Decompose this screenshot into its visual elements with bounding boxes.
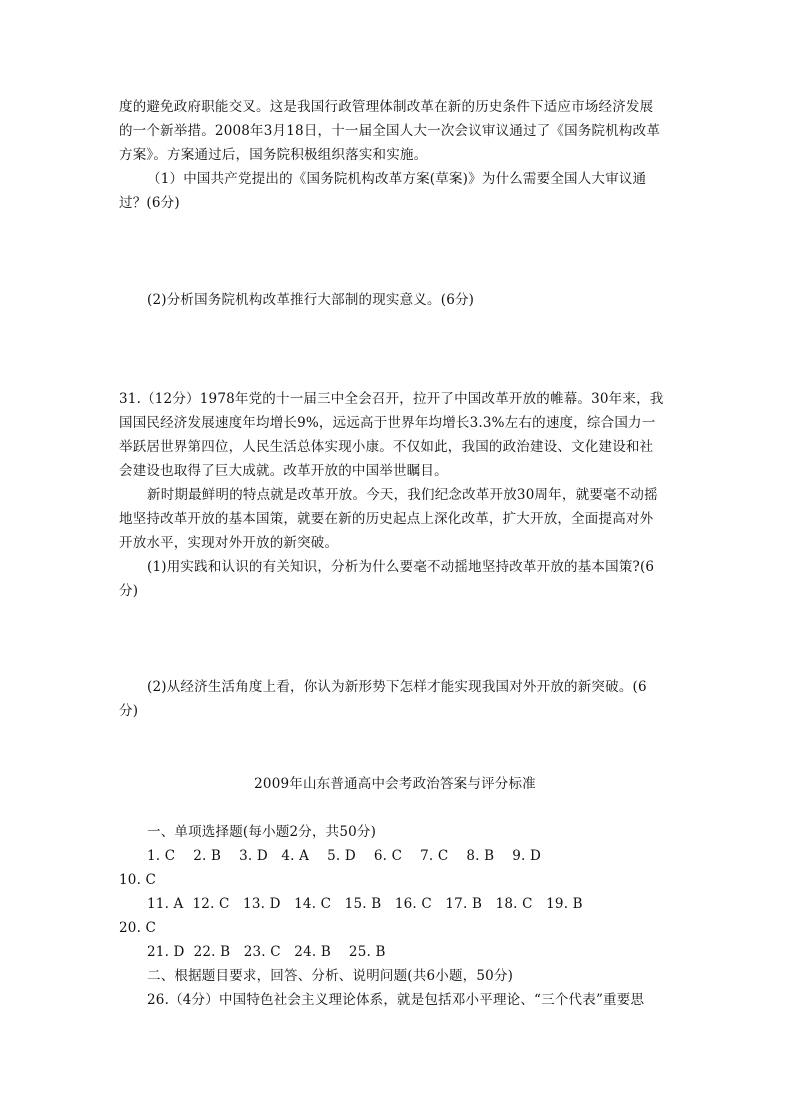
question-31-material-line-6: 地坚持改革开放的基本国策，就要在新的历史起点上深化改革，扩大开放，全面提高对外 (119, 511, 654, 527)
question-30-1-line-2: 过？(6分) (119, 195, 180, 211)
question-31-2-line-2: 分) (119, 703, 139, 719)
answers-row-1: 1. C 2. B 3. D 4. A 5. D 6. C 7. C 8. B 9. D (147, 848, 542, 864)
section-2-heading: 二、根据题目要求，回答、分析、说明问题(共6小题，50分) (147, 968, 514, 984)
answers-row-2-wrap: 20. C (119, 920, 157, 936)
question-30-1-line-1: （1）中国共产党提出的《国务院机构改革方案(草案)》为什么需要全国人大审议通 (147, 171, 647, 187)
question-26-line-1: 26.（4分）中国特色社会主义理论体系，就是包括邓小平理论、“三个代表”重要思 (147, 992, 645, 1008)
passage-intro-line-2: 的一个新举措。2008年3月18日，十一届全国人大一次会议审议通过了《国务院机构改革 (119, 123, 661, 139)
question-31-material-line-2: 国国民经济发展速度年均增长9%，远远高于世界年均增长3.3%左右的速度，综合国力一 (119, 415, 656, 431)
question-31-material-line-3: 举跃居世界第四位，人民生活总体实现小康。不仅如此，我国的政治建设、文化建设和社 (119, 439, 654, 455)
question-31-1-line-1: (1)用实践和认识的有关知识，分析为什么要毫不动摇地坚持改革开放的基本国策?(6 (147, 559, 655, 575)
question-31-2-line-1: (2)从经济生活角度上看，你认为新形势下怎样才能实现我国对外开放的新突破。(6 (147, 679, 647, 695)
answers-row-1-wrap: 10. C (119, 872, 157, 888)
question-31-material-line-4: 会建设也取得了巨大成就。改革开放的中国举世瞩目。 (119, 463, 448, 479)
passage-intro-line-1: 度的避免政府职能交叉。这是我国行政管理体制改革在新的历史条件下适应市场经济发展 (119, 99, 654, 115)
section-1-heading: 一、单项选择题(每小题2分，共50分) (147, 824, 377, 840)
question-31-material-line-7: 开放水平，实现对外开放的新突破。 (119, 535, 339, 551)
answers-row-3: 21. D 22. B 23. C 24. B 25. B (147, 944, 386, 960)
question-31-material-line-5: 新时期最鲜明的特点就是改革开放。今天，我们纪念改革开放30周年，就要毫不动摇 (147, 487, 658, 503)
answers-row-2: 11. A 12. C 13. D 14. C 15. B 16. C 17. B 18. C 19. B (147, 896, 583, 912)
answer-key-title: 2009年山东普通高中会考政治答案与评分标准 (254, 776, 536, 792)
question-31-material-line-1: 31.（12分）1978年党的十一届三中全会召开，拉开了中国改革开放的帷幕。30年来，我 (119, 391, 664, 407)
question-30-2: (2)分析国务院机构改革推行大部制的现实意义。(6分) (147, 292, 475, 308)
passage-intro-line-3: 方案》。方案通过后，国务院积极组织落实和实施。 (119, 147, 428, 163)
question-31-1-line-2: 分) (119, 583, 139, 599)
